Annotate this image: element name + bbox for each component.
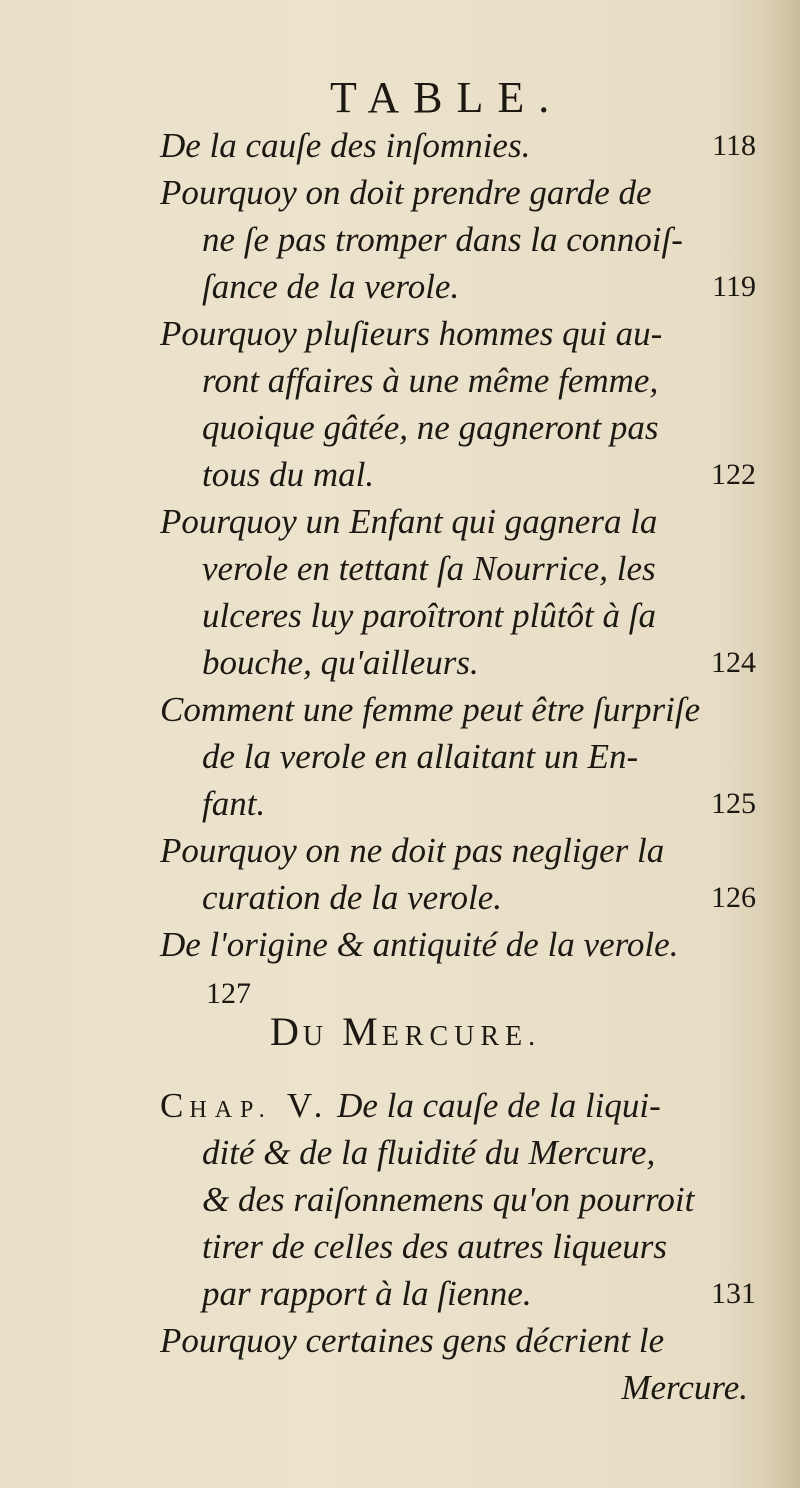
entry-line bbox=[160, 1223, 756, 1270]
entry-line bbox=[160, 404, 756, 451]
entry-text: par rapport à la ſienne. bbox=[202, 1274, 532, 1313]
section-small-caps: ERCURE. bbox=[381, 1021, 542, 1052]
entry-line bbox=[160, 122, 756, 169]
entry-text: Comment une femme peut être ſurpriſe bbox=[160, 690, 701, 729]
chapter-number: V. bbox=[272, 1086, 329, 1125]
chapter-entries bbox=[160, 1082, 756, 1411]
chapter-small-caps: HAP. bbox=[189, 1097, 273, 1123]
section-initial: M bbox=[342, 1009, 382, 1054]
entry-text: fant. bbox=[202, 784, 266, 823]
entry-text: curation de la verole. bbox=[202, 878, 503, 917]
page-number: 125 bbox=[711, 787, 756, 820]
entry-text: De l'origine & antiquité de la verole. bbox=[160, 925, 679, 964]
entry-text: & des raiſonnemens qu'on pourroit bbox=[202, 1180, 695, 1219]
entry-line bbox=[160, 498, 756, 545]
entry-text: de la verole en allaitant un En- bbox=[202, 737, 639, 776]
entry-line bbox=[160, 1176, 756, 1223]
entry-line bbox=[160, 592, 756, 639]
page-number: 119 bbox=[712, 270, 756, 303]
entry-line bbox=[160, 545, 756, 592]
page-number: 126 bbox=[711, 881, 756, 914]
entry-line bbox=[160, 1129, 756, 1176]
table-entries bbox=[160, 122, 756, 1015]
entry-text: ulceres luy paroîtront plûtôt à ſa bbox=[202, 596, 656, 635]
entry-line bbox=[160, 1270, 756, 1317]
entry-text: quoique gâtée, ne gagneront pas bbox=[202, 408, 659, 447]
entry-line bbox=[160, 733, 756, 780]
section-initial: D bbox=[270, 1009, 303, 1054]
section-heading bbox=[270, 1008, 541, 1055]
entry-text: Pourquoy on doit prendre garde de bbox=[160, 173, 652, 212]
page-number: 131 bbox=[711, 1277, 756, 1310]
page-number: 118 bbox=[712, 129, 756, 162]
chapter-initial: C bbox=[160, 1086, 190, 1125]
entry-line bbox=[160, 1317, 756, 1364]
entry-text: tirer de celles des autres liqueurs bbox=[202, 1227, 667, 1266]
entry-line bbox=[160, 451, 756, 498]
entry-line bbox=[160, 921, 756, 968]
entry-line bbox=[160, 310, 756, 357]
entry-text: Pourquoy certaines gens décrient le bbox=[160, 1321, 665, 1360]
entry-text: De la cauſe des inſomnies. bbox=[160, 126, 531, 165]
page-edge bbox=[778, 0, 800, 1488]
entry-line bbox=[160, 780, 756, 827]
entry-line bbox=[160, 216, 756, 263]
entry-line bbox=[160, 263, 756, 310]
entry-text: tous du mal. bbox=[202, 455, 375, 494]
section-small-caps: U bbox=[302, 1021, 343, 1052]
entry-text: Pourquoy pluſieurs hommes qui au- bbox=[160, 314, 663, 353]
chapter-label bbox=[160, 1086, 328, 1125]
entry-line bbox=[160, 639, 756, 686]
page-number: 124 bbox=[711, 646, 756, 679]
entry-text: ront affaires à une même femme, bbox=[202, 361, 659, 400]
entry-text: Mercure. bbox=[621, 1368, 748, 1407]
entry-text: De la cauſe de la liqui- bbox=[337, 1086, 661, 1125]
page-header: TABLE. bbox=[330, 73, 564, 122]
entry-line bbox=[160, 169, 756, 216]
entry-text: Pourquoy on ne doit pas negliger la bbox=[160, 831, 665, 870]
entry-line bbox=[160, 827, 756, 874]
entry-text: ne ſe pas tromper dans la connoiſ- bbox=[202, 220, 683, 259]
entry-text: ſance de la verole. bbox=[202, 267, 460, 306]
entry-line bbox=[160, 1082, 756, 1129]
entry-line bbox=[160, 686, 756, 733]
page-number: 122 bbox=[711, 458, 756, 491]
entry-text: Pourquoy un Enfant qui gagnera la bbox=[160, 502, 658, 541]
entry-text: verole en tettant ſa Nourrice, les bbox=[202, 549, 656, 588]
entry-line bbox=[160, 357, 756, 404]
entry-text: dité & de la fluidité du Mercure, bbox=[202, 1133, 656, 1172]
entry-line bbox=[160, 1364, 756, 1411]
page-number: 127 bbox=[206, 977, 251, 1010]
entry-text: bouche, qu'ailleurs. bbox=[202, 643, 479, 682]
entry-line bbox=[160, 874, 756, 921]
